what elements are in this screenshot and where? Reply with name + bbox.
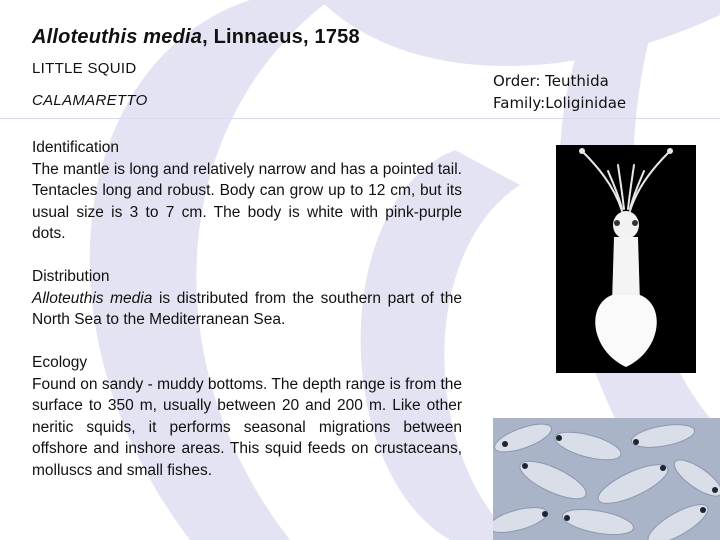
identification-heading: Identification: [32, 139, 120, 156]
family-label: Family:Loliginidae: [493, 94, 627, 112]
order-label: Order: Teuthida: [493, 72, 609, 90]
distribution-heading: Distribution: [32, 268, 110, 285]
distribution-text: is distributed from the southern part of the North Sea to the Mediterranean Sea.: [32, 289, 462, 328]
ecology-text: Found on sandy - muddy bottoms. The depth range is from the surface to 350 m, usually between 20 and 200 m. Like other neritic squids, it performs seasonal migrations between offshore and inshore areas. This squid feeds on crustaceans, molluscs and small fishes.: [32, 375, 462, 479]
species-scientific-name: Alloteuthis media: [32, 26, 203, 48]
ecology-section: [32, 352, 462, 481]
identification-text: The mantle is long and relatively narrow and has a pointed tail. Tentacles long and robust. Body can grow up to 12 cm, but its usual size is 3 to 7 cm. The body is white with pink-purple dots.: [32, 160, 462, 242]
squid-illustration: [556, 145, 696, 373]
distribution-section: [32, 266, 462, 331]
squid-catch-photo: [493, 418, 720, 540]
species-title: [32, 26, 360, 49]
identification-section: [32, 137, 462, 245]
header-divider: [0, 118, 720, 119]
species-authority: , Linnaeus, 1758: [202, 26, 360, 48]
ecology-heading: Ecology: [32, 354, 88, 371]
taxonomy-block: [493, 70, 626, 114]
italian-common-name: CALAMARETTO: [32, 92, 148, 109]
english-common-name: LITTLE SQUID: [32, 60, 137, 77]
distribution-species-name: Alloteuthis media: [32, 289, 153, 307]
